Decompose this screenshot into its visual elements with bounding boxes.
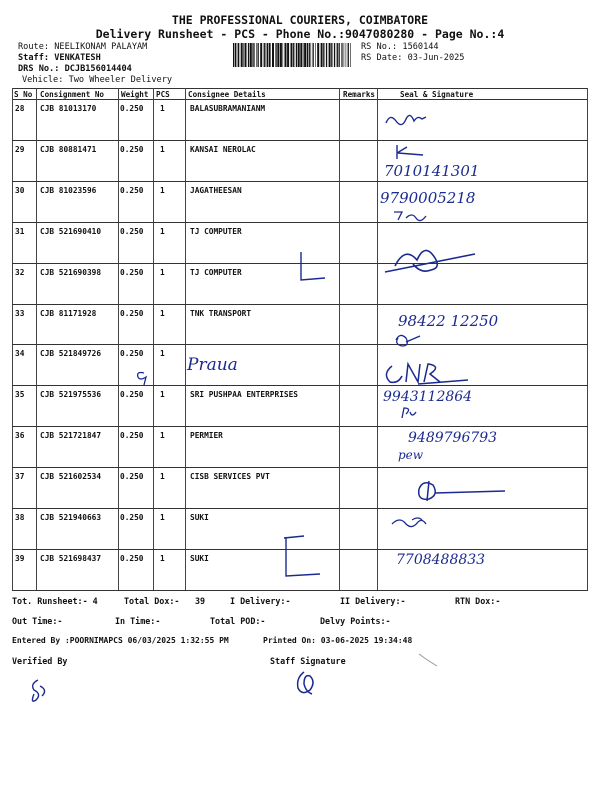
- barcode-graphic: [233, 43, 353, 67]
- table-cell-pcs: 1: [160, 268, 165, 277]
- table-cell-consignment: CJB 521849726: [40, 349, 102, 358]
- table-cell-consignee: SUKI: [190, 554, 209, 563]
- ii-delivery: II Delivery:-: [340, 596, 406, 606]
- table-cell-weight: 0.250: [120, 390, 144, 399]
- barcode-bar: [233, 43, 234, 67]
- staff-signature-label: Staff Signature: [270, 656, 346, 666]
- rs-number: RS No.: 1560144: [361, 42, 439, 52]
- column-header-weight: Weight: [121, 90, 149, 99]
- table-cell-pcs: 1: [160, 186, 165, 195]
- table-cell-sno: 39: [15, 554, 25, 563]
- handwritten-note: pew: [398, 448, 424, 462]
- barcode-bar: [344, 43, 345, 67]
- table-cell-sno: 29: [15, 145, 25, 154]
- barcode-bar: [350, 43, 351, 67]
- barcode-bar: [313, 43, 314, 67]
- barcode-bar: [339, 43, 340, 67]
- barcode-bar: [329, 43, 331, 67]
- table-cell-pcs: 1: [160, 145, 165, 154]
- table-cell-consignment: CJB 81013170: [40, 104, 97, 113]
- entered-by: Entered By :POORNIMAPCS 06/03/2025 1:32:55 PM: [12, 636, 229, 645]
- verifier-signature: [24, 676, 54, 706]
- table-cell-weight: 0.250: [120, 472, 144, 481]
- total-pod: Total POD:-: [210, 616, 266, 626]
- table-cell-pcs: 1: [160, 309, 165, 318]
- table-cell-sno: 35: [15, 390, 25, 399]
- table-cell-consignment: CJB 521690410: [40, 227, 102, 236]
- barcode-bar: [277, 43, 279, 67]
- table-cell-consignment: CJB 521698437: [40, 554, 102, 563]
- barcode-bar: [243, 43, 244, 67]
- barcode-bar: [269, 43, 271, 67]
- table-cell-sno: 37: [15, 472, 25, 481]
- barcode-bar: [298, 43, 300, 67]
- in-time: In Time:-: [115, 616, 161, 626]
- table-cell-pcs: 1: [160, 349, 165, 358]
- signature-mark: [398, 404, 422, 422]
- table-cell-consignment: CJB 521940663: [40, 513, 102, 522]
- pen-stroke-mark: [415, 650, 445, 670]
- barcode-bar: [245, 43, 247, 67]
- column-header-consignee: Consignee Details: [188, 90, 266, 99]
- barcode-bar: [260, 43, 262, 67]
- table-cell-consignee: KANSAI NEROLAC: [190, 145, 256, 154]
- column-header-sno: S No: [14, 90, 33, 99]
- barcode-bar: [267, 43, 268, 67]
- table-cell-consignee: SRI PUSHPAA ENTERPRISES: [190, 390, 298, 399]
- handwritten-phone: 9489796793: [408, 430, 498, 446]
- table-cell-consignee: TJ COMPUTER: [190, 227, 242, 236]
- table-cell-consignment: CJB 80881471: [40, 145, 97, 154]
- handwritten-phone: 7010141301: [384, 162, 480, 180]
- staff-label: Staff: VENKATESH: [18, 53, 101, 63]
- handwritten-phone: 9943112864: [383, 389, 473, 405]
- barcode-bar: [348, 43, 349, 67]
- barcode-bar: [323, 43, 324, 67]
- table-cell-weight: 0.250: [120, 554, 144, 563]
- barcode-bar: [293, 43, 294, 67]
- barcode-bar: [248, 43, 249, 67]
- rs-date: RS Date: 03-Jun-2025: [361, 53, 465, 63]
- signature-mark: [380, 105, 440, 133]
- barcode-bar: [341, 43, 342, 67]
- handwritten-phone: 7708488833: [396, 552, 486, 568]
- table-cell-pcs: 1: [160, 431, 165, 440]
- route-label: Route: NEELIKONAM PALAYAM: [18, 42, 148, 52]
- table-cell-consignee: TJ COMPUTER: [190, 268, 242, 277]
- table-cell-sno: 30: [15, 186, 25, 195]
- signature-mark: [132, 367, 152, 387]
- barcode-bar: [346, 43, 347, 67]
- i-delivery: I Delivery:-: [230, 596, 291, 606]
- column-header-remarks: Remarks: [343, 90, 376, 99]
- vehicle-label: Vehicle: Two Wheeler Delivery: [22, 75, 173, 85]
- barcode-bar: [235, 43, 236, 67]
- table-cell-weight: 0.250: [120, 186, 144, 195]
- barcode-bar: [258, 43, 259, 67]
- table-cell-pcs: 1: [160, 554, 165, 563]
- barcode-bar: [275, 43, 276, 67]
- table-cell-weight: 0.250: [120, 431, 144, 440]
- table-cell-pcs: 1: [160, 390, 165, 399]
- table-cell-weight: 0.250: [120, 268, 144, 277]
- total-dox-value: 39: [195, 596, 206, 606]
- barcode-bar: [285, 43, 287, 67]
- delivery-table: [12, 88, 588, 590]
- table-cell-weight: 0.250: [120, 309, 144, 318]
- barcode-bar: [287, 43, 289, 67]
- table-cell-consignee: BALASUBRAMANIANM: [190, 104, 266, 113]
- staff-signature-mark: [292, 668, 322, 700]
- barcode-bar: [264, 43, 265, 67]
- barcode-bar: [256, 43, 257, 67]
- barcode-bar: [237, 43, 238, 67]
- table-cell-weight: 0.250: [120, 104, 144, 113]
- table-cell-sno: 34: [15, 349, 25, 358]
- table-cell-consignee: TNK TRANSPORT: [190, 309, 252, 318]
- table-cell-consignee: JAGATHEESAN: [190, 186, 242, 195]
- table-cell-sno: 38: [15, 513, 25, 522]
- barcode-bar: [337, 43, 338, 67]
- total-dox-label: Total Dox:-: [124, 596, 180, 606]
- barcode-bar: [252, 43, 253, 67]
- table-cell-pcs: 1: [160, 104, 165, 113]
- barcode-bar: [342, 43, 343, 67]
- table-cell-sno: 28: [15, 104, 25, 113]
- table-cell-sno: 31: [15, 227, 25, 236]
- table-cell-consignment: CJB 521975536: [40, 390, 102, 399]
- table-cell-consignment: CJB 81171928: [40, 309, 97, 318]
- table-cell-sno: 32: [15, 268, 25, 277]
- handwritten-phone: 98422 12250: [398, 312, 499, 330]
- barcode-bar: [291, 43, 293, 67]
- barcode-bar: [280, 43, 282, 67]
- signature-mark: [390, 330, 430, 350]
- out-time: Out Time:-: [12, 616, 63, 626]
- company-title: THE PROFESSIONAL COURIERS, COIMBATORE: [171, 13, 429, 27]
- table-cell-weight: 0.250: [120, 513, 144, 522]
- column-header-consignment: Consignment No: [40, 90, 105, 99]
- barcode-bar: [266, 43, 267, 67]
- barcode-bar: [315, 43, 316, 67]
- total-runsheet: Tot. Runsheet:- 4: [12, 596, 98, 606]
- barcode-bar: [272, 43, 274, 67]
- table-cell-pcs: 1: [160, 227, 165, 236]
- signature-mark: [388, 512, 448, 536]
- barcode-bar: [254, 43, 255, 67]
- handwritten-name: Praua: [187, 355, 238, 375]
- barcode-bar: [307, 43, 308, 67]
- table-cell-pcs: 1: [160, 472, 165, 481]
- barcode-bar: [309, 43, 310, 67]
- barcode-bar: [334, 43, 335, 67]
- signature-mark: [280, 532, 340, 582]
- barcode-bar: [331, 43, 332, 67]
- barcode-bar: [317, 43, 319, 67]
- column-header-pcs: PCS: [156, 90, 170, 99]
- barcode-bar: [238, 43, 239, 67]
- table-cell-weight: 0.250: [120, 227, 144, 236]
- runsheet-subtitle: Delivery Runsheet - PCS - Phone No.:9047080280 - Page No.:4: [95, 27, 505, 41]
- barcode-bar: [283, 43, 284, 67]
- barcode-bar: [326, 43, 327, 67]
- printed-on: Printed On: 03-06-2025 19:34:48: [263, 636, 413, 645]
- barcode-bar: [241, 43, 243, 67]
- barcode-bar: [304, 43, 306, 67]
- handwritten-phone: 9790005218: [380, 189, 476, 207]
- table-cell-weight: 0.250: [120, 349, 144, 358]
- signature-mark: [390, 208, 440, 224]
- barcode-bar: [296, 43, 297, 67]
- delvy-points: Delvy Points:-: [320, 616, 391, 626]
- table-cell-consignment: CJB 521721847: [40, 431, 102, 440]
- signature-mark: [393, 143, 433, 163]
- barcode-bar: [303, 43, 304, 67]
- table-cell-sno: 33: [15, 309, 25, 318]
- signature-mark: [378, 358, 478, 388]
- rtn-dox: RTN Dox:-: [455, 596, 501, 606]
- table-cell-consignee: CISB SERVICES PVT: [190, 472, 270, 481]
- table-cell-consignment: CJB 521690398: [40, 268, 102, 277]
- barcode-bar: [321, 43, 323, 67]
- table-cell-weight: 0.250: [120, 145, 144, 154]
- verified-by-label: Verified By: [12, 656, 68, 666]
- signature-mark: [285, 240, 485, 290]
- table-cell-sno: 36: [15, 431, 25, 440]
- barcode-bar: [300, 43, 302, 67]
- table-cell-consignee: SUKI: [190, 513, 209, 522]
- signature-mark: [405, 475, 515, 507]
- barcode-bar: [250, 43, 252, 67]
- table-cell-consignment: CJB 521602534: [40, 472, 102, 481]
- drs-label: DRS No.: DCJB156014404: [18, 64, 132, 74]
- table-cell-pcs: 1: [160, 513, 165, 522]
- barcode-bar: [311, 43, 312, 67]
- column-header-signature: Seal & Signature: [400, 90, 474, 99]
- table-cell-consignment: CJB 81023596: [40, 186, 97, 195]
- table-cell-consignee: PERMIER: [190, 431, 223, 440]
